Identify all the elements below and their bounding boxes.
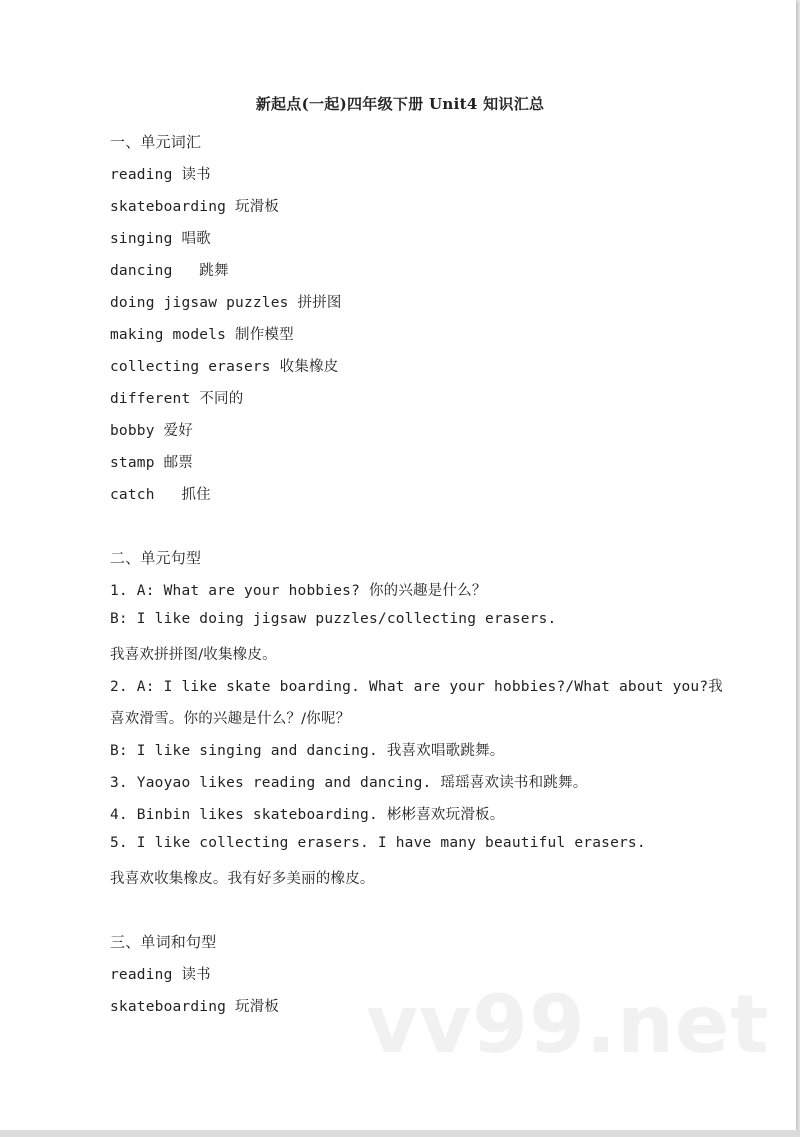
sentence-line: 5. I like collecting erasers. I have many beautiful erasers. xyxy=(110,835,646,851)
vocab-item: collecting erasers 收集橡皮 xyxy=(110,359,339,375)
vocab-item: bobby 爱好 xyxy=(110,423,193,439)
vocab-item: reading 读书 xyxy=(110,167,211,183)
sentence-line: 喜欢滑雪。你的兴趣是什么？/你呢？ xyxy=(110,711,351,727)
vocab-item: stamp 邮票 xyxy=(110,455,193,471)
vocab-item: catch 抓住 xyxy=(110,487,211,503)
sentence-line: 3. Yaoyao likes reading and dancing. 瑶瑶喜欢读书和跳舞。 xyxy=(110,775,588,791)
sentence-line: B: I like singing and dancing. 我喜欢唱歌跳舞。 xyxy=(110,743,505,759)
vocab-item: doing jigsaw puzzles 拼拼图 xyxy=(110,295,342,311)
sentence-line: 1. A: What are your hobbies? 你的兴趣是什么？ xyxy=(110,583,487,599)
section-heading-vocabulary: 一、单元词汇 xyxy=(110,133,202,151)
vocab-item: dancing 跳舞 xyxy=(110,263,229,279)
vocab-item: singing 唱歌 xyxy=(110,231,211,247)
vocab-item: skateboarding 玩滑板 xyxy=(110,999,280,1015)
page-bottom-edge xyxy=(0,1130,800,1137)
section-heading-sentences: 二、单元句型 xyxy=(110,549,202,567)
vocab-item: making models 制作模型 xyxy=(110,327,294,343)
sentence-line: 2. A: I like skate boarding. What are your hobbies?/What about you?我 xyxy=(110,679,723,695)
sentence-line: B: I like doing jigsaw puzzles/collecting erasers. xyxy=(110,611,557,627)
sentence-line: 4. Binbin likes skateboarding. 彬彬喜欢玩滑板。 xyxy=(110,807,505,823)
vocab-item: skateboarding 玩滑板 xyxy=(110,199,280,215)
vocab-item: reading 读书 xyxy=(110,967,211,983)
section-heading-words-and-sentences: 三、单词和句型 xyxy=(110,933,217,951)
sentence-line: 我喜欢拼拼图/收集橡皮。 xyxy=(110,647,277,663)
vocab-item: different 不同的 xyxy=(110,391,244,407)
sentence-line: 我喜欢收集橡皮。我有好多美丽的橡皮。 xyxy=(110,871,375,887)
document-title: 新起点(一起)四年级下册 Unit4 知识汇总 xyxy=(255,95,545,113)
watermark: vv99.net xyxy=(366,978,770,1071)
